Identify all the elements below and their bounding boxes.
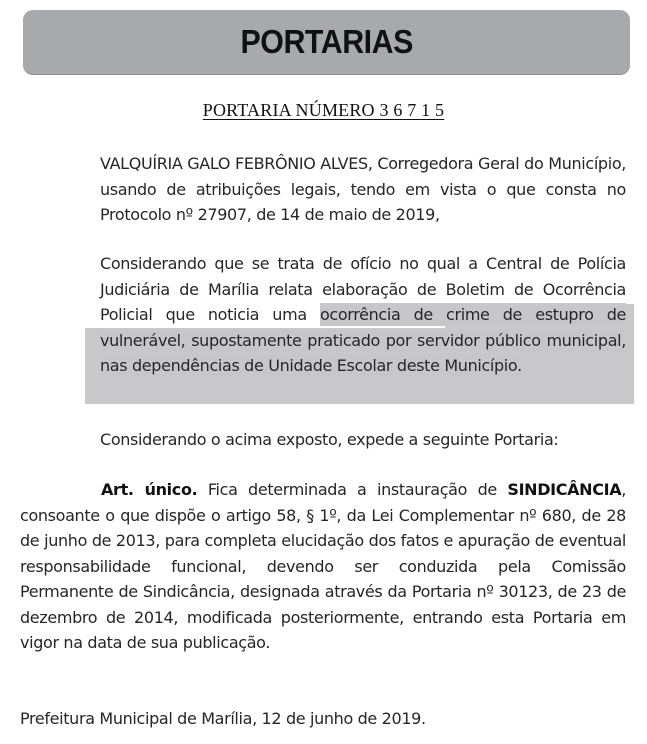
considering-paragraph-2: Considerando o acima exposto, expede a seguinte Portaria: [100,430,559,449]
article-paragraph [20,477,626,656]
article-text-start: Fica determinada a instauração de [197,480,508,499]
section-banner [23,10,630,74]
considering-text: Considerando que se trata de ofício no qual a Central de Polícia Judiciária de Marília relata elaboração de Boletim de Ocorrência Policial que noticia uma [100,254,626,324]
article-label: Art. único. [101,480,198,499]
intro-paragraph: VALQUÍRIA GALO FEBRÔNIO ALVES, Corregedora Geral do Município, usando de atribuições legais, tendo em vista o que consta no Protocolo nº 27907, de 14 de maio de 2019, [100,154,626,224]
banner-title: PORTARIAS [240,23,413,60]
portaria-title: PORTARIA NÚMERO 3 6 7 1 5 [202,100,445,120]
highlighted-text: ocorrência de crime de estupro de vulnerável, supostamente praticado por servidor público municipal, nas dependências de Unidade Escolar deste Município. [100,305,626,375]
sindicancia-term: SINDICÂNCIA [507,480,622,499]
considering-paragraph-1 [100,251,626,379]
closing-line: Prefeitura Municipal de Marília, 12 de junho de 2019. [20,709,426,728]
article-text-rest: , consoante o que dispõe o artigo 58, § 1º, da Lei Complementar nº 680, de 28 de junho de 2013, para completa elucidação dos fatos e apuração de eventual responsabilidade funcional, devendo ser conduzida pela Comissão Permanente de Sindicância, designada através da Portaria nº 30123, de 23 de dezembro de 2014, modificada posteriormente, entrando esta Portaria em vigor na data de sua publicação. [20,480,626,652]
